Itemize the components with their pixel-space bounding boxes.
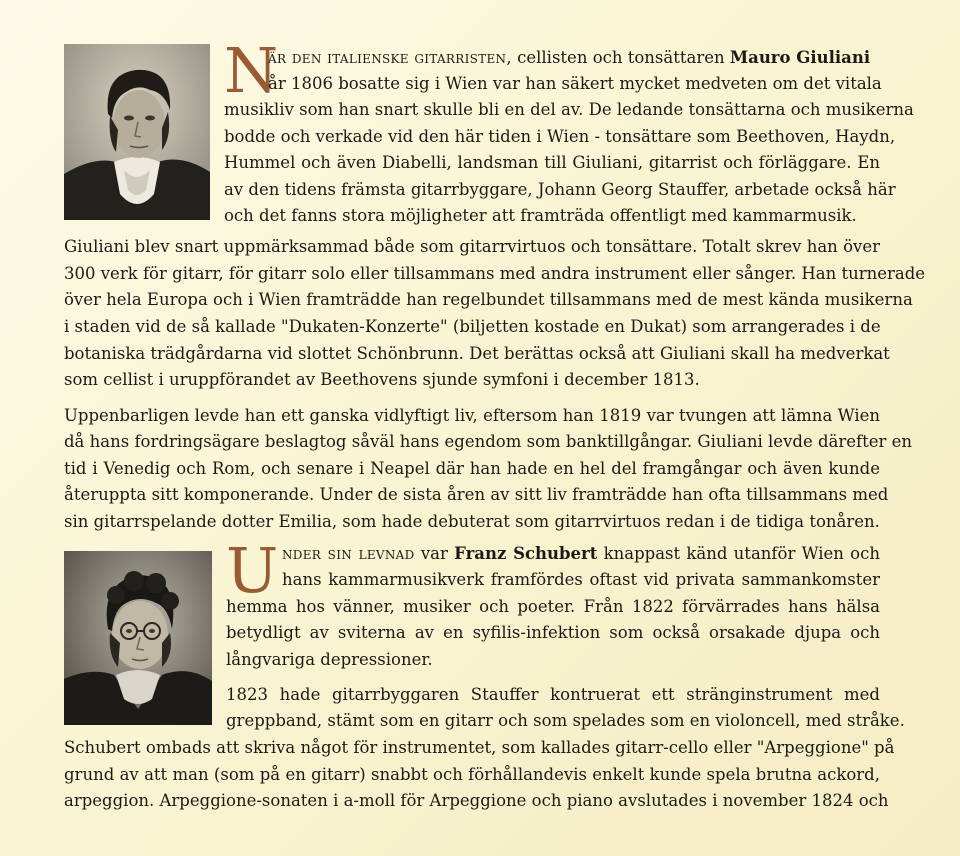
text-line: tid i Venedig och Rom, och senare i Neapel där han hade en hel del framgångar och även kunde (64, 459, 880, 478)
text-line: greppband, stämt som en gitarr och som spelades som en violoncell, med stråke. (226, 711, 905, 730)
text-line: återuppta sitt komponerande. Under de sista åren av sitt liv framträdde han ofta tillsammans med (64, 485, 889, 504)
text-line: arpeggion. Arpeggione-sonaten i a-moll för Arpeggione och piano avslutades i november 1824 och (64, 791, 889, 810)
schubert-portrait-image (64, 551, 212, 725)
text-line: då hans fordringsägare beslagtog såväl hans egendom som banktillgångar. Giuliani levde därefter en (64, 432, 913, 451)
text-line: hans kammarmusikverk framfördes oftast vid privata sammankomster (282, 570, 880, 589)
dropcap-n: N (224, 34, 279, 107)
text-line: av den tidens främsta gitarrbyggare, Johann Georg Stauffer, arbetade också här (224, 180, 896, 199)
text-line: sin gitarrspelande dotter Emilia, som hade debuterat som gitarrvirtuos redan i de tidiga tonåren. (64, 512, 880, 531)
name-mauro-giuliani: Mauro Giuliani (729, 48, 871, 67)
text-line: år 1806 bosatte sig i Wien var han säkert mycket medveten om det vitala (268, 74, 882, 93)
text-line: Schubert ombads att skriva något för instrumentet, som kallades gitarr-cello eller "Arpeggione" på (64, 738, 895, 757)
text-line: som cellist i uruppförandet av Beethovens sjunde symfoni i december 1813. (64, 370, 700, 389)
text-line: Hummel och även Diabelli, landsman till Giuliani, gitarrist och förläggare. En (224, 153, 880, 172)
text-line: och det fanns stora möjligheter att framträda offentligt med kammarmusik. (224, 206, 857, 225)
text-line: betydligt av sviterna av en syfilis-infektion som också orsakade djupa och (226, 623, 880, 642)
text-span: knappast känd utanför Wien och (597, 544, 880, 563)
text-line (282, 544, 880, 564)
text-line (268, 48, 880, 68)
text-line: bodde och verkade vid den här tiden i Wien - tonsättare som Beethoven, Haydn, (224, 127, 896, 146)
text-span: var (414, 544, 455, 563)
text-line: 1823 hade gitarrbyggaren Stauffer kontruerat ett stränginstrument med (226, 685, 880, 704)
text-line: Uppenbarligen levde han ett ganska vidlyftigt liv, eftersom han 1819 var tvungen att lämna Wien (64, 406, 880, 425)
small-caps-lead: nder sin levnad (282, 544, 415, 563)
small-caps-lead: är den italienske gitarristen, (268, 48, 512, 67)
text-line: musikliv som han snart skulle bli en del av. De ledande tonsättarna och musikerna (224, 100, 914, 119)
text-span: cellisten och tonsättaren (511, 48, 730, 67)
text-line: botaniska trädgårdarna vid slottet Schönbrunn. Det berättas också att Giuliani skall ha medverkat (64, 344, 890, 363)
name-franz-schubert: Franz Schubert (454, 544, 598, 563)
text-line: långvariga depressioner. (226, 650, 433, 669)
text-line: grund av att man (som på en gitarr) snabbt och förhållandevis enkelt kunde spela brutna ackord, (64, 765, 880, 784)
giuliani-portrait-image (64, 44, 210, 220)
text-line: över hela Europa och i Wien framträdde han regelbundet tillsammans med de mest kända musikerna (64, 290, 913, 309)
text-line: hemma hos vänner, musiker och poeter. Från 1822 förvärrades hans hälsa (226, 597, 880, 616)
text-line: i staden vid de så kallade "Dukaten-Konzerte" (biljetten kostade en Dukat) som arrangerades i de (64, 317, 881, 336)
dropcap-u: U (226, 534, 279, 607)
text-line: Giuliani blev snart uppmärksammad både som gitarrvirtuos och tonsättare. Totalt skrev han över (64, 237, 880, 256)
text-line: 300 verk för gitarr, för gitarr solo eller tillsammans med andra instrument eller sånger. Han turnerade (64, 264, 926, 283)
